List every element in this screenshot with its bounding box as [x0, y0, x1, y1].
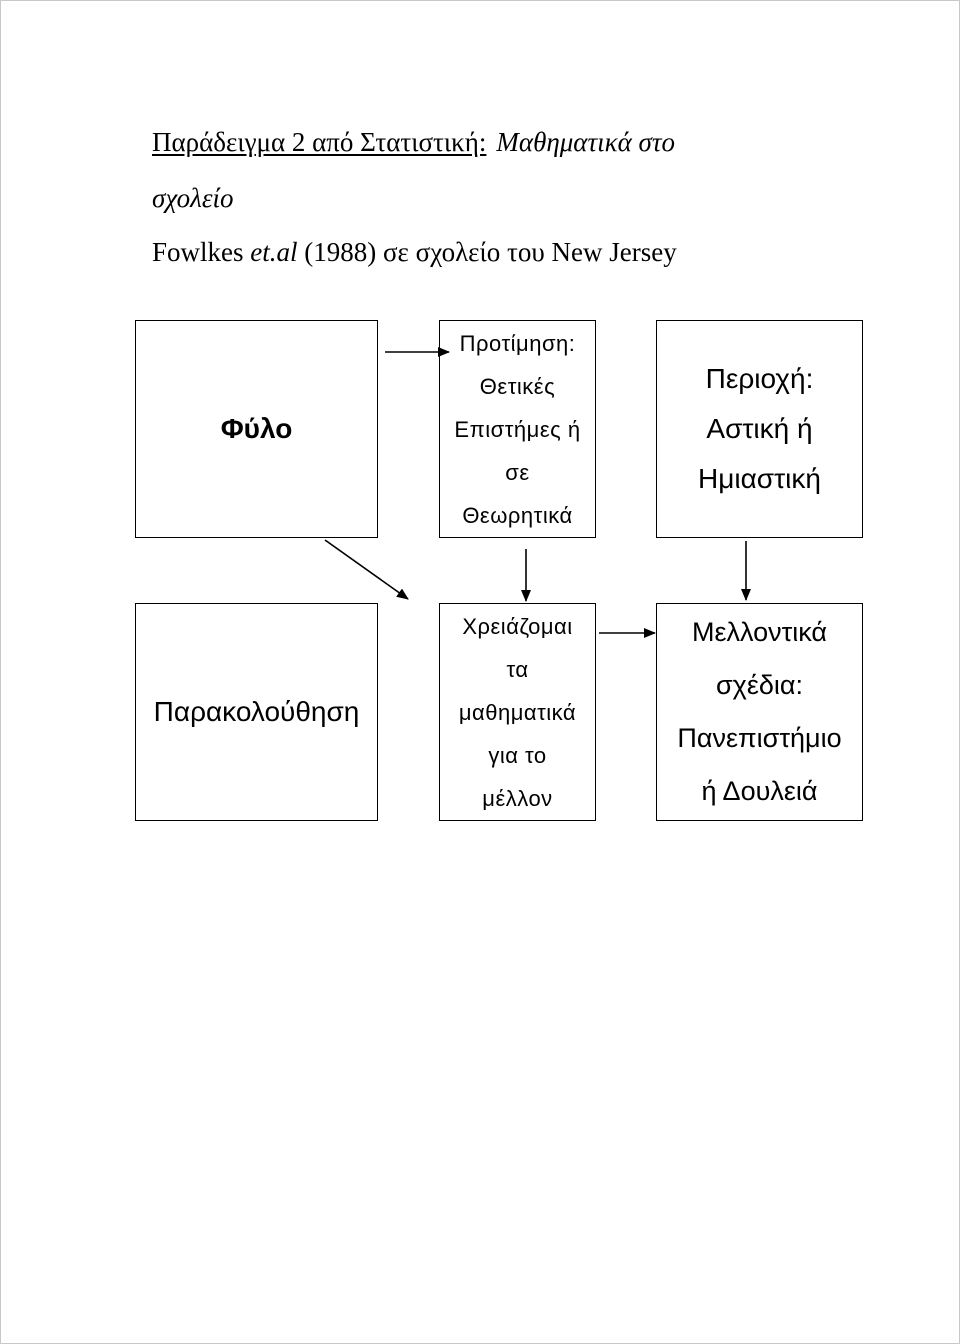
- box-region-line: Ημιαστική: [698, 463, 821, 494]
- example-title-topic-cont: σχολείο: [152, 183, 234, 213]
- box-need-math-line: μέλλον: [482, 785, 553, 811]
- box-future-plans-line: Μελλοντικά: [691, 617, 828, 647]
- connector-arrows: [1, 1, 959, 1343]
- box-need-math-line: τα: [506, 656, 529, 682]
- citation-details: (1988) σε σχολείο του New Jersey: [297, 237, 677, 267]
- box-attendance-line: Παρακολούθηση: [153, 696, 360, 727]
- arrow-gender-to-attendance: [325, 540, 408, 599]
- box-future-plans-line: ή Δουλειά: [701, 776, 818, 806]
- box-preference-line: σε: [505, 459, 530, 485]
- box-preference-line: Επιστήμες ή: [454, 416, 581, 442]
- example-title-topic: Μαθηματικά στο: [496, 127, 675, 157]
- box-preference-line: Προτίμηση:: [459, 330, 576, 356]
- citation-author: Fowlkes: [152, 237, 251, 267]
- example-title-label: Παράδειγμα 2 από Στατιστική:: [152, 127, 487, 157]
- box-preference-line: Θετικές: [479, 373, 556, 399]
- box-future-plans-line: σχέδια:: [715, 670, 803, 700]
- box-future-plans-line: Πανεπιστήμιο: [677, 723, 842, 753]
- box-need-math-line: Χρειάζομαι: [462, 613, 573, 639]
- box-gender-line: Φύλο: [220, 413, 293, 444]
- box-need-math-line: για το: [488, 742, 547, 768]
- citation-etal: et.al: [250, 237, 298, 267]
- box-region-line: Περιοχή:: [705, 363, 814, 394]
- box-preference-line: Θεωρητικά: [462, 502, 573, 528]
- box-region-line: Αστική ή: [706, 413, 813, 444]
- box-need-math-line: μαθηματικά: [458, 699, 577, 725]
